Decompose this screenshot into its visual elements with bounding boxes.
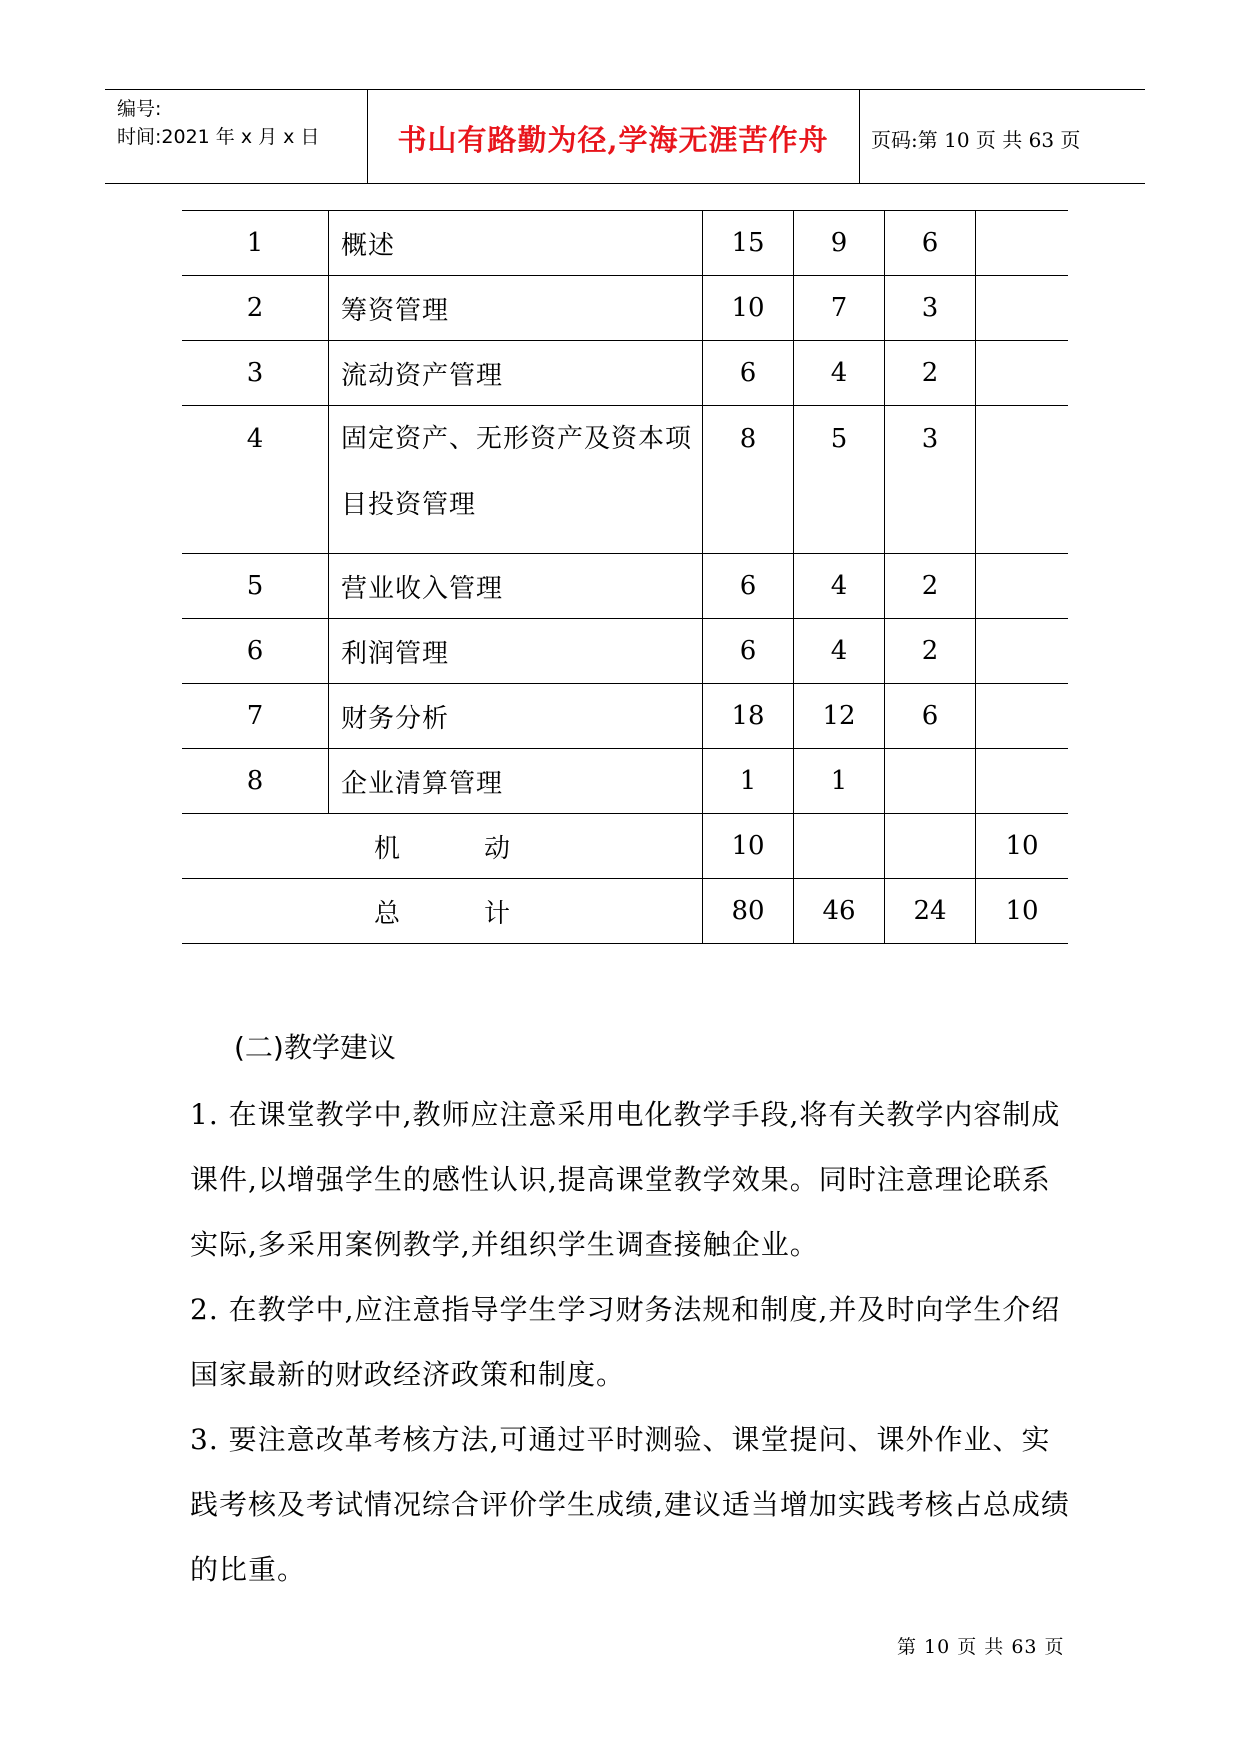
table-row (182, 749, 1068, 814)
header-motto: 书山有路勤为径,学海无涯苦作舟 (397, 123, 829, 157)
course-hours-table (182, 210, 1068, 944)
flex-practice-hours (885, 814, 976, 879)
row-lecture-hours: 7 (794, 276, 885, 341)
table-row (182, 619, 1068, 684)
row-title: 概述 (329, 211, 703, 276)
row-total-hours: 18 (703, 684, 794, 749)
total-label-char: 总 (373, 898, 400, 929)
row-number: 4 (182, 406, 329, 554)
row-flex-hours (976, 276, 1069, 341)
total-total-hours: 80 (703, 879, 794, 944)
total-label (182, 879, 703, 944)
row-practice-hours: 2 (885, 554, 976, 619)
page-header (105, 89, 1145, 184)
row-practice-hours: 3 (885, 276, 976, 341)
row-total-hours: 10 (703, 276, 794, 341)
row-total-hours: 15 (703, 211, 794, 276)
row-flex-hours (976, 211, 1069, 276)
paragraph: 3. 要注意改革考核方法,可通过平时测验、课堂提问、课外作业、实践考核及考试情况综合评价学生成绩,建议适当增加实践考核占总成绩的比重。 (190, 1423, 1070, 1586)
paragraph: 2. 在教学中,应注意指导学生学习财务法规和制度,并及时向学生介绍国家最新的财政经济政策和制度。 (190, 1293, 1061, 1391)
table-row (182, 341, 1068, 406)
table-row (182, 684, 1068, 749)
row-flex-hours (976, 341, 1069, 406)
row-practice-hours: 2 (885, 619, 976, 684)
flex-flex-hours: 10 (976, 814, 1069, 879)
row-flex-hours (976, 406, 1069, 554)
row-title: 流动资产管理 (329, 341, 703, 406)
row-number: 8 (182, 749, 329, 814)
row-title: 固定资产、无形资产及资本项目投资管理 (329, 406, 703, 554)
flex-label (182, 814, 703, 879)
row-lecture-hours: 5 (794, 406, 885, 554)
table-row (182, 276, 1068, 341)
row-lecture-hours: 4 (794, 341, 885, 406)
row-number: 6 (182, 619, 329, 684)
header-meta (117, 95, 319, 151)
row-lecture-hours: 9 (794, 211, 885, 276)
total-label-char: 计 (483, 898, 510, 929)
header-divider (859, 90, 860, 183)
row-number: 7 (182, 684, 329, 749)
page-footer: 第 10 页 共 63 页 (897, 1636, 1065, 1658)
row-number: 5 (182, 554, 329, 619)
row-title: 利润管理 (329, 619, 703, 684)
row-title: 筹资管理 (329, 276, 703, 341)
row-number: 2 (182, 276, 329, 341)
total-flex-hours: 10 (976, 879, 1069, 944)
row-flex-hours (976, 619, 1069, 684)
row-flex-hours (976, 749, 1069, 814)
table-row-total (182, 879, 1068, 944)
row-flex-hours (976, 554, 1069, 619)
flex-label-char: 动 (483, 833, 510, 864)
row-flex-hours (976, 684, 1069, 749)
table-row (182, 406, 1068, 554)
header-time: 时间:2021 年 x 月 x 日 (117, 126, 320, 148)
paragraph: 1. 在课堂教学中,教师应注意采用电化教学手段,将有关教学内容制成课件,以增强学生的感性认识,提高课堂教学效果。同时注意理论联系实际,多采用案例教学,并组织学生调查接触企业。 (190, 1098, 1061, 1261)
row-practice-hours: 6 (885, 684, 976, 749)
row-title: 财务分析 (329, 684, 703, 749)
section-title: (二)教学建议 (234, 1031, 396, 1064)
row-lecture-hours: 4 (794, 554, 885, 619)
row-practice-hours: 2 (885, 341, 976, 406)
row-total-hours: 6 (703, 341, 794, 406)
row-number: 3 (182, 341, 329, 406)
row-total-hours: 6 (703, 619, 794, 684)
flex-total-hours: 10 (703, 814, 794, 879)
row-title: 营业收入管理 (329, 554, 703, 619)
row-practice-hours: 6 (885, 211, 976, 276)
total-practice-hours: 24 (885, 879, 976, 944)
flex-lecture-hours (794, 814, 885, 879)
total-lecture-hours: 46 (794, 879, 885, 944)
row-title: 企业清算管理 (329, 749, 703, 814)
row-lecture-hours: 1 (794, 749, 885, 814)
row-total-hours: 1 (703, 749, 794, 814)
row-practice-hours (885, 749, 976, 814)
row-total-hours: 8 (703, 406, 794, 554)
flex-label-char: 机 (373, 833, 400, 864)
row-number: 1 (182, 211, 329, 276)
table-row (182, 211, 1068, 276)
table-row (182, 554, 1068, 619)
table-row-flex (182, 814, 1068, 879)
row-lecture-hours: 4 (794, 619, 885, 684)
row-lecture-hours: 12 (794, 684, 885, 749)
row-total-hours: 6 (703, 554, 794, 619)
row-practice-hours: 3 (885, 406, 976, 554)
header-page-number: 页码:第 10 页 共 63 页 (871, 128, 1081, 152)
header-number: 编号: (117, 98, 162, 120)
